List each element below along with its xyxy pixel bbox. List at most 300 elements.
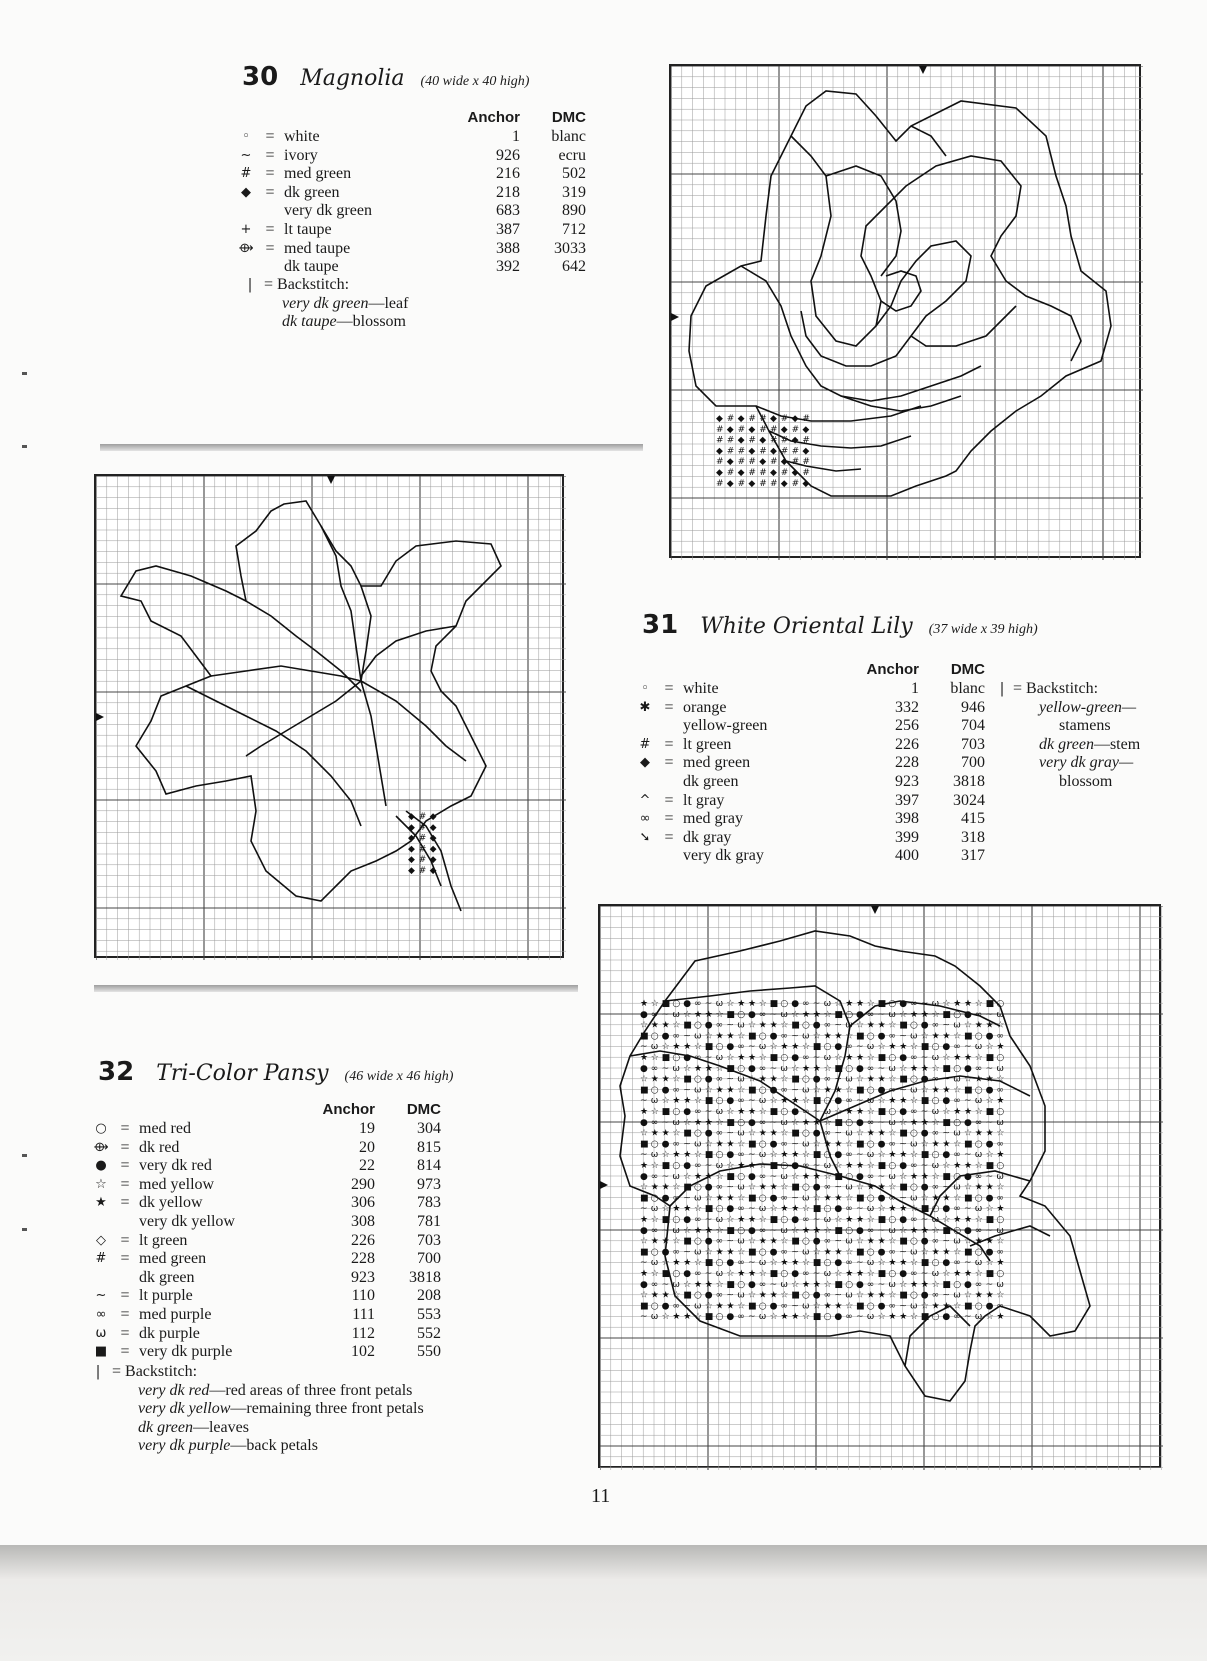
stitch-mark: ∞ xyxy=(694,1215,702,1225)
stitch-mark: ★ xyxy=(650,1290,659,1301)
stitch-mark: ☆ xyxy=(683,1279,692,1290)
stitch-mark: ◆ xyxy=(716,414,723,424)
stitch-mark: ~ xyxy=(877,1117,886,1128)
stitch-mark: ★ xyxy=(812,1225,821,1236)
stitch-mark: ■ xyxy=(683,1182,692,1193)
stitch-mark: ☆ xyxy=(780,1020,789,1031)
anchor-number: 22 xyxy=(359,1157,375,1175)
stitch-symbol: ◦ xyxy=(641,681,649,696)
stitch-mark: ω xyxy=(953,1290,961,1301)
color-name: med gray xyxy=(683,810,743,828)
stitch-mark: ω xyxy=(823,999,832,1009)
stitch-mark: ∞ xyxy=(845,1096,853,1107)
stitch-mark: ~ xyxy=(985,1009,994,1020)
color-name: very dk green xyxy=(284,202,372,220)
stitch-mark: ● xyxy=(834,1204,843,1215)
stitch-mark: ∞ xyxy=(931,1020,940,1031)
stitch-mark: ☆ xyxy=(769,1096,778,1107)
stitch-mark: ☆ xyxy=(661,1150,670,1161)
stitch-mark: ☆ xyxy=(920,1301,929,1312)
stitch-symbol: ∞ xyxy=(639,811,651,827)
stitch-mark: ★ xyxy=(856,1215,865,1225)
backstitch-sep: — xyxy=(230,1400,247,1418)
stitch-mark: ★ xyxy=(780,1150,789,1161)
stitch-mark: ~ xyxy=(791,1031,799,1042)
stitch-mark: ★ xyxy=(996,1150,1005,1161)
stitch-mark: ○ xyxy=(996,999,1005,1009)
stitch-mark: ~ xyxy=(834,1290,842,1301)
stitch-mark: ω xyxy=(737,1074,745,1085)
stitch-mark: ☆ xyxy=(758,999,767,1009)
stitch-mark: ∞ xyxy=(910,999,918,1009)
stitch-mark: ~ xyxy=(704,1053,713,1063)
stitch-mark: ☆ xyxy=(856,1236,865,1247)
stitch-mark: ω xyxy=(802,1247,810,1258)
stitch-mark: ■ xyxy=(640,1193,649,1204)
stitch-mark: ω xyxy=(650,1096,659,1107)
anchor-number: 399 xyxy=(895,828,919,846)
stitch-mark: ○ xyxy=(672,1161,681,1171)
stitch-mark: ★ xyxy=(726,1139,735,1150)
stitch-mark: ● xyxy=(985,1193,994,1204)
stitch-mark: ○ xyxy=(780,1161,789,1171)
stitch-mark: ★ xyxy=(715,1301,724,1312)
stitch-mark: ∞ xyxy=(823,1020,832,1031)
stitch-mark: ☆ xyxy=(694,1042,703,1053)
stitch-mark: ☆ xyxy=(953,1031,962,1042)
anchor-number: 226 xyxy=(351,1231,375,1249)
stitch-mark: ω xyxy=(931,1269,940,1279)
stitch-mark: ● xyxy=(748,1063,756,1074)
stitch-mark: ∞ xyxy=(996,1139,1004,1150)
stitch-mark: ○ xyxy=(910,1236,918,1247)
stitch-mark: ☆ xyxy=(899,1063,908,1074)
stitch-mark: ■ xyxy=(726,1117,735,1128)
magnolia-color-key xyxy=(233,108,589,277)
stitch-mark: ∞ xyxy=(715,1236,724,1247)
stitch-mark: ☆ xyxy=(704,1031,713,1042)
stitch-mark: ● xyxy=(683,999,692,1009)
stitch-mark: ◆ xyxy=(429,844,437,855)
stitch-mark: ★ xyxy=(866,1128,875,1139)
stitch-mark: # xyxy=(716,424,724,435)
stitch-mark: ■ xyxy=(834,1063,843,1074)
dmc-number: 553 xyxy=(417,1305,441,1323)
equals-sign: = xyxy=(664,828,674,846)
stitch-mark: ○ xyxy=(694,1236,702,1247)
stitch-mark: ★ xyxy=(780,1042,789,1053)
stitch-mark: ○ xyxy=(737,1117,746,1128)
stitch-mark: ● xyxy=(899,1161,908,1171)
stitch-mark: # xyxy=(418,855,427,866)
stitch-mark: ● xyxy=(640,1063,648,1074)
stitch-mark: ■ xyxy=(704,1258,714,1269)
stitch-mark: ☆ xyxy=(748,1236,757,1247)
stitch-mark: ■ xyxy=(899,1128,908,1139)
stitch-mark: ∞ xyxy=(650,1171,659,1182)
stitch-mark: ● xyxy=(704,1290,713,1301)
stitch-mark: ☆ xyxy=(910,1204,919,1215)
stitch-mark: ω xyxy=(996,1009,1004,1020)
stitch-mark: ~ xyxy=(640,1258,648,1269)
stitch-mark: ~ xyxy=(899,1139,907,1150)
stitch-mark: ~ xyxy=(683,1085,691,1096)
stitch-mark: ω xyxy=(823,1269,832,1279)
pansy-chart-graphic xyxy=(600,906,1163,1470)
stitch-mark: ★ xyxy=(758,1182,767,1193)
stitch-mark: ○ xyxy=(823,1204,832,1215)
stitch-mark: ☆ xyxy=(974,1161,983,1171)
color-name: dk taupe xyxy=(284,258,339,276)
stitch-mark: ★ xyxy=(715,1193,724,1204)
pattern-number: 31 xyxy=(642,610,679,640)
stitch-mark: ☆ xyxy=(823,1225,832,1236)
stitch-mark: ∞ xyxy=(694,1161,702,1171)
stitch-mark: ● xyxy=(942,1096,951,1107)
stitch-mark: ω xyxy=(996,1063,1004,1074)
stitch-mark: ● xyxy=(877,1139,886,1150)
stitch-mark: ◆ xyxy=(802,478,810,489)
stitch-mark: ☆ xyxy=(942,1215,951,1225)
stitch-mark: ★ xyxy=(877,1020,886,1031)
stitch-symbol: ○ xyxy=(95,1121,107,1136)
stitch-mark: ☆ xyxy=(791,1225,800,1236)
stitch-mark: ★ xyxy=(769,1128,778,1139)
stitch-mark: ~ xyxy=(920,999,929,1009)
stitch-mark: ★ xyxy=(769,1236,778,1247)
stitch-mark: ○ xyxy=(802,1182,810,1193)
stitch-mark: ● xyxy=(661,1301,670,1312)
stitch-mark: ◆ xyxy=(429,822,437,833)
stitch-mark: ~ xyxy=(640,1204,648,1215)
stitch-mark: # xyxy=(737,457,746,468)
stitch-mark: ~ xyxy=(985,1279,994,1290)
stitch-mark: ☆ xyxy=(866,1215,875,1225)
stitch-mark: ☆ xyxy=(823,1117,832,1128)
stitch-mark: ■ xyxy=(985,1269,995,1279)
stitch-mark: ω xyxy=(694,1301,702,1312)
stitch-mark: ☆ xyxy=(769,1312,778,1323)
stitch-mark: ☆ xyxy=(672,1290,681,1301)
lily-chart-graphic xyxy=(96,476,566,960)
stitch-mark: ★ xyxy=(856,1107,865,1117)
stitch-symbol: ✱ xyxy=(639,699,651,715)
stitch-mark: ★ xyxy=(704,1117,713,1128)
stitch-mark: ○ xyxy=(910,1020,918,1031)
stitch-mark: ☆ xyxy=(758,1053,767,1063)
stitch-mark: ● xyxy=(985,1139,994,1150)
stitch-mark: ☆ xyxy=(974,1269,983,1279)
stitch-mark: ☆ xyxy=(694,1312,703,1323)
pattern-title: Tri-Color Pansy xyxy=(156,1061,329,1086)
stitch-mark: ★ xyxy=(953,1161,962,1171)
stitch-mark: ★ xyxy=(672,1096,681,1107)
stitch-mark: ☆ xyxy=(769,1150,778,1161)
stitch-mark: ω xyxy=(715,1269,724,1279)
dmc-number: 3024 xyxy=(953,791,985,809)
stitch-mark: ★ xyxy=(942,1247,951,1258)
stitch-mark: ★ xyxy=(953,999,962,1009)
stitch-mark: ○ xyxy=(931,1042,940,1053)
stitch-mark: ~ xyxy=(683,1247,691,1258)
stitch-mark: ∞ xyxy=(996,1031,1004,1042)
stitch-mark: # xyxy=(748,414,756,424)
stitch-mark: # xyxy=(770,478,778,489)
stitch-mark: ■ xyxy=(769,1161,779,1171)
stitch-mark: ☆ xyxy=(856,1074,865,1085)
stitch-mark: ∞ xyxy=(866,1063,875,1074)
stitch-mark: # xyxy=(759,414,767,424)
dmc-header: DMC xyxy=(551,109,586,126)
backstitch-area: —stem xyxy=(1093,735,1141,753)
stitch-mark: ● xyxy=(899,1215,908,1225)
backstitch-color: dk taupe xyxy=(282,313,337,331)
stitch-mark: ● xyxy=(704,1236,713,1247)
stitch-mark: ☆ xyxy=(974,1215,983,1225)
stitch-mark: ω xyxy=(974,1042,983,1053)
stitch-mark: ☆ xyxy=(748,1290,757,1301)
stitch-mark: ~ xyxy=(985,1117,994,1128)
backstitch-area: remaining three front petals xyxy=(246,1400,424,1418)
stitch-mark: ★ xyxy=(823,1247,832,1258)
color-key-row xyxy=(233,147,589,166)
stitch-mark: ● xyxy=(964,1171,972,1182)
stitch-mark: ∞ xyxy=(650,1117,659,1128)
stitch-mark: ☆ xyxy=(640,1236,649,1247)
equals-sign xyxy=(114,1213,136,1232)
stitch-mark: # xyxy=(716,435,724,446)
stitch-mark: ∞ xyxy=(715,1020,724,1031)
stitch-mark: ☆ xyxy=(683,1009,692,1020)
stitch-mark: ☆ xyxy=(974,1107,983,1117)
stitch-mark: ω xyxy=(694,1193,702,1204)
stitch-mark: ○ xyxy=(845,1009,854,1020)
stitch-mark: ☆ xyxy=(726,1161,735,1171)
stitch-mark: ω xyxy=(780,1009,788,1020)
anchor-number: 926 xyxy=(496,146,520,164)
stitch-mark: ★ xyxy=(964,1107,973,1117)
stitch-mark: ★ xyxy=(953,1215,962,1225)
stitch-mark: ☆ xyxy=(737,1031,746,1042)
stitch-mark: ■ xyxy=(964,1301,973,1312)
stitch-mark: ☆ xyxy=(748,1020,757,1031)
stitch-symbol xyxy=(233,202,259,221)
stitch-mark: ○ xyxy=(672,1215,681,1225)
stitch-mark: ★ xyxy=(866,1182,875,1193)
stitch-mark: ☆ xyxy=(640,1020,649,1031)
stitch-mark: ★ xyxy=(769,1290,778,1301)
color-name: very dk yellow xyxy=(139,1212,235,1230)
stitch-mark: ★ xyxy=(942,1085,951,1096)
stitch-mark: ● xyxy=(899,1269,908,1279)
stitch-mark: ☆ xyxy=(726,1107,735,1117)
stitch-mark: ☆ xyxy=(791,1117,800,1128)
color-key-row xyxy=(88,1120,444,1139)
stitch-mark: ★ xyxy=(985,1074,994,1085)
stitch-mark: ☆ xyxy=(737,1139,746,1150)
stitch-mark: ○ xyxy=(715,1258,724,1269)
equals-sign: = xyxy=(120,1324,130,1342)
stitch-mark: ■ xyxy=(726,1171,735,1182)
stitch-symbol xyxy=(632,773,658,792)
stitch-mark: ☆ xyxy=(650,1107,659,1117)
stitch-mark: ○ xyxy=(694,1074,702,1085)
backstitch-label: Backstitch: xyxy=(125,1363,198,1380)
stitch-mark: # xyxy=(418,812,427,822)
color-name: dk green xyxy=(284,183,340,201)
stitch-mark: # xyxy=(780,446,789,457)
stitch-mark: ☆ xyxy=(866,1269,875,1279)
dmc-number: 973 xyxy=(417,1175,441,1193)
stitch-mark: ∞ xyxy=(910,1269,918,1279)
stitch-mark: ~ xyxy=(748,1150,756,1161)
anchor-header: Anchor xyxy=(322,1101,375,1118)
stitch-mark: ■ xyxy=(704,1150,714,1161)
stitch-mark: ☆ xyxy=(672,1020,681,1031)
stitch-mark: ★ xyxy=(845,1107,854,1117)
stitch-mark: ★ xyxy=(996,1042,1005,1053)
stitch-mark: ∞ xyxy=(910,1053,918,1063)
stitch-mark: ★ xyxy=(974,1020,983,1031)
stitch-mark: ★ xyxy=(780,1258,789,1269)
stitch-mark: ○ xyxy=(737,1171,746,1182)
stitch-mark: ☆ xyxy=(812,1247,821,1258)
stitch-mark: ■ xyxy=(683,1020,692,1031)
stitch-mark: ☆ xyxy=(802,1096,811,1107)
stitch-mark: ○ xyxy=(672,1269,681,1279)
color-name: white xyxy=(683,680,719,697)
stitch-mark: ∞ xyxy=(888,1139,896,1150)
stitch-mark: ☆ xyxy=(683,1063,692,1074)
stitch-mark: ★ xyxy=(640,1269,649,1279)
stitch-mark: ★ xyxy=(791,1204,800,1215)
equals-sign: = xyxy=(120,1120,130,1137)
stitch-mark: ● xyxy=(640,1117,648,1128)
stitch-mark: ☆ xyxy=(780,1182,789,1193)
stitch-mark: ★ xyxy=(683,1150,692,1161)
equals-sign: = xyxy=(265,165,275,183)
stitch-mark: ◆ xyxy=(770,446,777,457)
stitch-mark: ● xyxy=(640,1171,648,1182)
stitch-mark: ☆ xyxy=(899,1117,908,1128)
stitch-mark: ★ xyxy=(964,1161,973,1171)
stitch-mark: ~ xyxy=(769,1117,778,1128)
stitch-mark: ● xyxy=(856,1117,864,1128)
stitch-mark: ∞ xyxy=(888,1085,896,1096)
stitch-mark: ◆ xyxy=(408,866,415,876)
color-key-row xyxy=(233,202,589,221)
stitch-mark: ~ xyxy=(964,1204,972,1215)
stitch-mark: ω xyxy=(715,1161,724,1171)
color-name: med green xyxy=(683,754,751,772)
stitch-mark: ■ xyxy=(640,1247,649,1258)
stitch-mark: ω xyxy=(866,1204,875,1215)
stitch-mark: ∞ xyxy=(974,1225,983,1236)
stitch-mark: ● xyxy=(812,1074,821,1085)
stitch-mark: ■ xyxy=(834,1117,843,1128)
stitch-mark: ○ xyxy=(974,1085,983,1096)
stitch-mark: ★ xyxy=(942,1031,951,1042)
stitch-mark: ☆ xyxy=(985,1258,994,1269)
anchor-number: 306 xyxy=(351,1194,375,1212)
stitch-mark: ☆ xyxy=(672,1074,681,1085)
stitch-mark: ω xyxy=(823,1215,832,1225)
stitch-mark: ☆ xyxy=(683,1171,692,1182)
stitch-mark: ○ xyxy=(866,1301,875,1312)
dmc-number: 317 xyxy=(961,847,985,865)
anchor-number: 683 xyxy=(496,202,520,220)
stitch-mark: # xyxy=(418,833,427,844)
stitch-mark: ω xyxy=(802,1031,810,1042)
stitch-mark: ~ xyxy=(661,1117,670,1128)
stitch-mark: ★ xyxy=(877,1290,886,1301)
stitch-mark: ∞ xyxy=(758,1117,767,1128)
stitch-mark: ☆ xyxy=(802,1204,811,1215)
color-key-row xyxy=(632,736,988,755)
stitch-mark: ★ xyxy=(931,1031,940,1042)
stitch-mark: ◆ xyxy=(429,855,437,866)
stitch-mark: ★ xyxy=(996,1312,1005,1323)
stitch-mark: ~ xyxy=(877,1225,886,1236)
stitch-mark: ★ xyxy=(694,1117,703,1128)
dmc-number: 415 xyxy=(961,810,985,828)
stitch-mark: ■ xyxy=(942,1009,951,1020)
color-name: orange xyxy=(683,698,727,716)
stitch-mark: ω xyxy=(672,1171,680,1182)
stitch-mark: ■ xyxy=(748,1247,757,1258)
stitch-mark: ■ xyxy=(791,1074,800,1085)
stitch-mark: ☆ xyxy=(748,1074,757,1085)
stitch-mark: ω xyxy=(845,1020,853,1031)
stitch-mark: ■ xyxy=(834,1009,843,1020)
stitch-mark: ○ xyxy=(823,1312,832,1323)
stitch-mark: ● xyxy=(920,1236,929,1247)
lily-backstitch: | = Backstitch: yellow-green— stamens dk green—stem very dk gray— blossom xyxy=(995,680,1140,792)
backstitch-color: very dk gray— xyxy=(1039,754,1134,772)
stitch-mark: ~ xyxy=(704,1161,713,1171)
stitch-mark: ■ xyxy=(964,1247,973,1258)
stitch-mark: ● xyxy=(942,1258,951,1269)
color-name: ivory xyxy=(284,146,318,164)
stitch-mark: ∞ xyxy=(866,1279,875,1290)
stitch-mark: ★ xyxy=(931,1301,940,1312)
stitch-mark: ∞ xyxy=(650,1009,659,1020)
stitch-mark: ~ xyxy=(856,1150,864,1161)
stitch-mark: ω xyxy=(845,1074,853,1085)
stitch-mark: ★ xyxy=(748,999,757,1009)
stitch-mark: ★ xyxy=(650,1128,659,1139)
anchor-number: 228 xyxy=(351,1250,375,1268)
stitch-mark: ○ xyxy=(758,1301,767,1312)
stitch-mark: ☆ xyxy=(715,1171,724,1182)
stitch-mark: ∞ xyxy=(780,1085,788,1096)
stitch-mark: ○ xyxy=(996,1215,1005,1225)
stitch-mark: ☆ xyxy=(704,1193,713,1204)
stitch-mark: ☆ xyxy=(791,1009,800,1020)
pattern-number: 32 xyxy=(98,1057,135,1087)
stitch-mark: ∞ xyxy=(672,1139,680,1150)
stitch-mark: ω xyxy=(802,1301,810,1312)
stitch-mark: ω xyxy=(672,1225,680,1236)
stitch-mark: ☆ xyxy=(964,1290,973,1301)
stitch-mark: ◆ xyxy=(770,414,777,424)
stitch-mark: ∞ xyxy=(845,1150,853,1161)
stitch-mark: ★ xyxy=(650,1182,659,1193)
stitch-mark: ☆ xyxy=(683,1117,692,1128)
stitch-mark: ∞ xyxy=(931,1290,940,1301)
stitch-mark: # xyxy=(780,468,789,478)
stitch-mark: ☆ xyxy=(748,1128,757,1139)
